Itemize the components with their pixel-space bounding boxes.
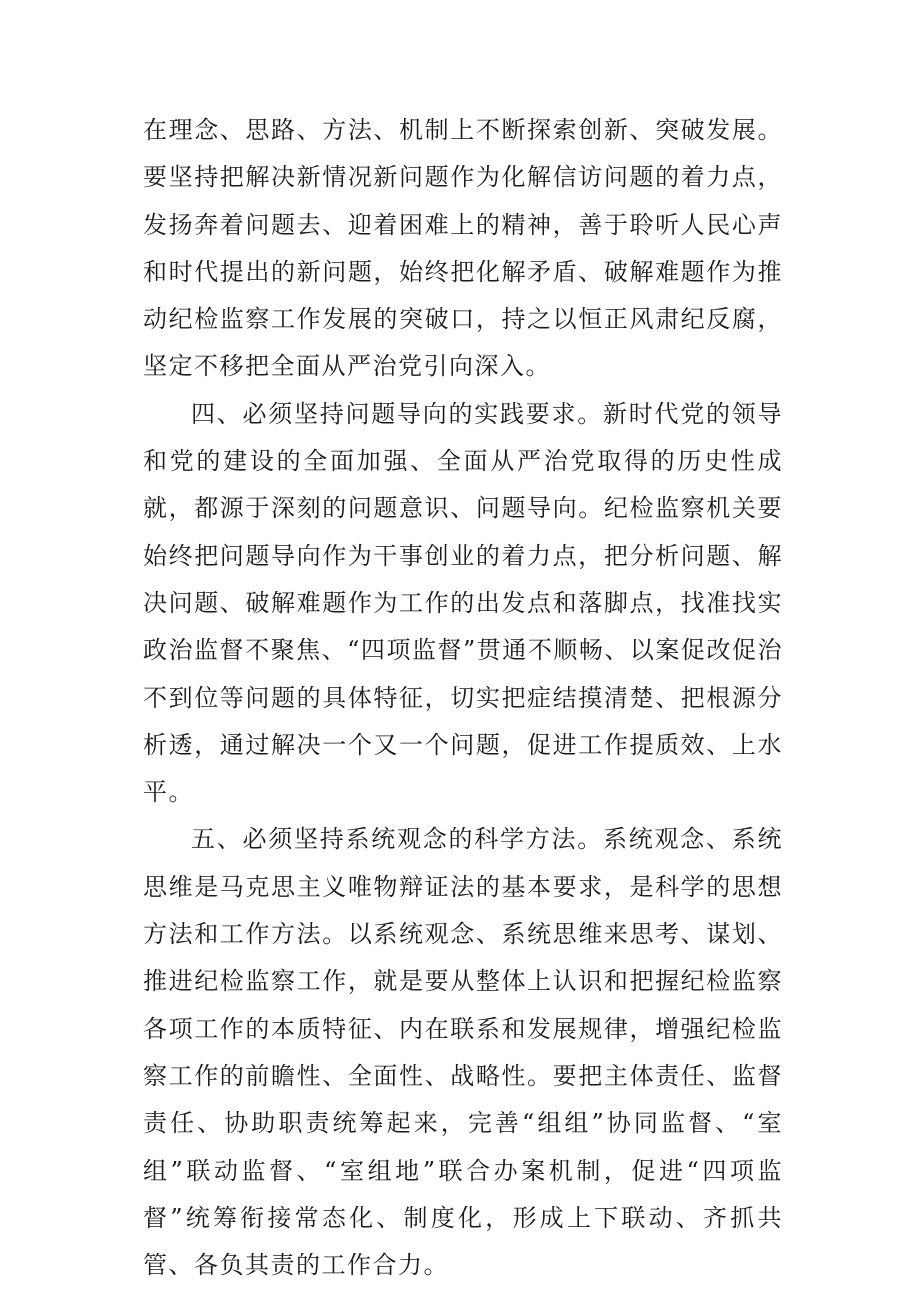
paragraph-section-four: 四、必须坚持问题导向的实践要求。新时代党的领导和党的建设的全面加强、全面从严治党取得的历史性成就，都源于深刻的问题意识、问题导向。纪检监察机关要始终把问题导向作为干事创业的着力点，把分析问题、解决问题、破解难题作为工作的出发点和落脚点，找准找实政治监督不聚焦、“四项监督”贯通不顺畅、以案促改促治不到位等问题的具体特征，切实把症结摸清楚、把根源分析透，通过解决一个又一个问题，促进工作提质效、上水平。 (143, 399, 783, 807)
paragraph-section-five: 五、必须坚持系统观念的科学方法。系统观念、系统思维是马克思主义唯物辩证法的基本要求，是科学的思想方法和工作方法。以系统观念、系统思维来思考、谋划、推进纪检监察工作，就是要从整体上认识和把握纪检监察各项工作的本质特征、内在联系和发展规律，增强纪检监察工作的前瞻性、全面性、战略性。要把主体责任、监督责任、协助职责统筹起来，完善“组组”协同监督、“室组”联动监督、“室组地”联合办案机制，促进“四项监督”统筹衔接常态化、制度化，形成上下联动、齐抓共管、各负其责的工作合力。 (143, 825, 783, 1280)
document-body (143, 107, 783, 1289)
paragraph-continuation: 在理念、思路、方法、机制上不断探索创新、突破发展。要坚持把解决新情况新问题作为化解信访问题的着力点，发扬奔着问题去、迎着困难上的精神，善于聆听人民心声和时代提出的新问题，始终把化解矛盾、破解难题作为推动纪检监察工作发展的突破口，持之以恒正风肃纪反腐，坚定不移把全面从严治党引向深入。 (143, 116, 783, 381)
